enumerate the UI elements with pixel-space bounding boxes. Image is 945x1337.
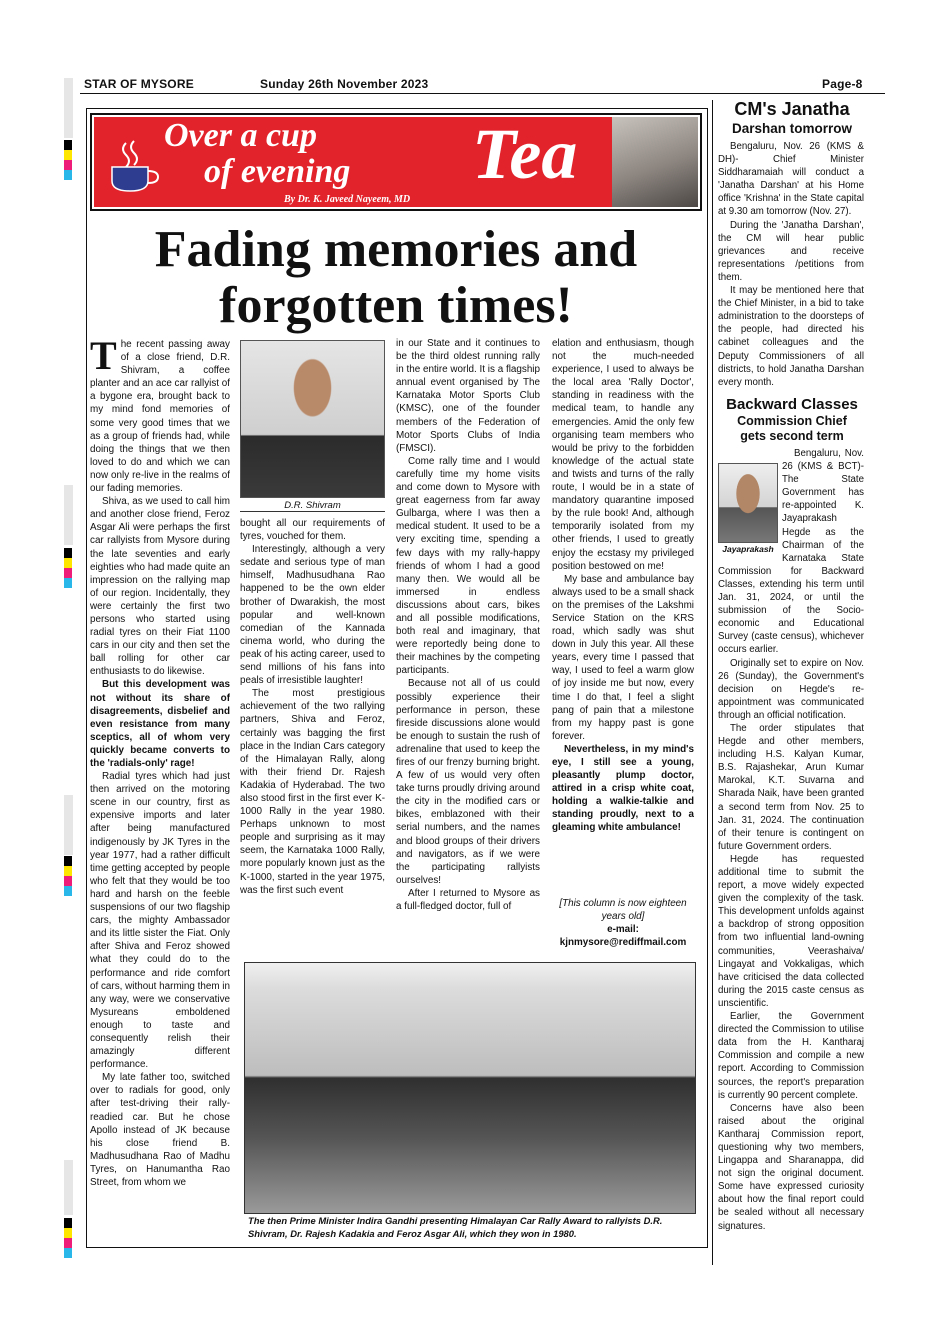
banner-title-tea: Tea (472, 114, 578, 194)
publication-name: STAR OF MYSORE (84, 77, 194, 91)
sidebar-story2-subtitle: Commission Chief gets second term (737, 414, 847, 443)
paragraph: Radial tyres which had just then arrived on the motoring scene in our country, first as expensive imports and later after being manufactured indigenously by JK Tyres in the year 1977, had a rather difficult time getting accepted by people who felt that they would be too hard and harsh on the feeble suspensions of our two flagship cars, the mighty Ambassador and its little sister the Fiat. Only after Shiva and Feroz showed what they could do to the performance and ride comfort of cars, without harming them in any way, were we conservative Mysureans emboldened enough to taste and consequently relish their amazingly different performance. (90, 771, 230, 1071)
registration-marks (64, 856, 74, 896)
article-column-3 (396, 337, 540, 957)
sidebar-divider (712, 100, 713, 1265)
sidebar-story1-body (718, 140, 864, 389)
header-rule (80, 93, 885, 94)
email-address[interactable]: kjnmysore@rediffmail.com (559, 937, 687, 948)
registration-marks (64, 1218, 74, 1258)
paragraph: But this development was not without its share of disagreements, disbelief and even resistance from many sceptics, all of whom very quickly became converts to the 'radials-only' rage! (90, 679, 230, 769)
headline-line2: forgotten times! (219, 277, 573, 334)
paragraph: Because not all of us could possibly experience their performance in person, these fireside discussions alone would be enough to sustain the rush of adrenaline that used to keep the fires of our frenzy burning bright. A few of us would very often take turns proudly driving around the city in the modified cars or bikes, emblazoned with their serial numbers, and the names and blood groups of their drivers and navigators, as if we were the participating rallyists ourselves! (396, 678, 540, 886)
banner-byline: By Dr. K. Javeed Nayeem, MD (284, 194, 411, 205)
paragraph: During the 'Janatha Darshan', the CM will hear public grievances and receive representations /petitions from them. (718, 219, 864, 283)
article-column-1 (90, 338, 230, 1250)
sidebar-story2-body (718, 447, 864, 1267)
paragraph: Bengaluru, Nov. 26 (KMS & BCT)- The State Government has re-appointed K. Jayaprakash Hegde as the Chairman of the Karnataka State Commission for Backward Classes, extending his term until Jan. 31, 2024, or until the submission of the Socio-economic and Educational Survey (caste census), whichever occurs earlier. (718, 448, 864, 656)
paragraph: The recent passing away of a close friend, D.R. Shivram, a coffee planter and an ace car rallyist of a bygone era, brought back to my mind fond memories of some very good times that we as a group of friends had, while doing the things that we then loved to do and which we can now only re-live in the realms of our fading memories. (90, 338, 230, 495)
paragraph: Bengaluru, Nov. 26 (KMS & DH)- Chief Minister Siddharamaiah will conduct a 'Janatha Darshan' at his Home office 'Krishna' in the State capital at 9.30 am tomorrow (Nov. 27). (718, 141, 864, 218)
paragraph: Come rally time and I would carefully time my home visits and come down to Mysore with great eagerness from far away Gulbarga, where I was then a medical student. It used to be a very exciting time, spending a few days with my rally-happy friends of whom I had a good many then. We would all be immersed in endless discussions about cars, bikes and all possible modifications, both real and imaginary, that were reportedly being done to their machines by the competing participants. (396, 455, 540, 677)
teacup-icon (104, 139, 166, 195)
email-label: e-mail: (607, 924, 639, 935)
paragraph: It may be mentioned here that the Chief Minister, in a bid to take administration to the doorsteps of the people, had directed his cabinet colleagues and the Deputy Commissioners of all districts, to hold Janatha Darshan every month. (718, 285, 864, 388)
article-column-4 (552, 337, 694, 897)
page-number: Page-8 (822, 77, 863, 91)
banner-title-line2: of evening (204, 153, 351, 190)
sidebar-story1-title: CM's Janatha (734, 99, 850, 119)
registration-marks (64, 548, 74, 588)
headline-line1: Fading memories and (154, 221, 638, 278)
article-column-2 (240, 517, 385, 957)
registration-bar (64, 1160, 73, 1215)
paragraph: elation and enthusiasm, though not the much-needed experience, I used to always be the local area 'Rally Doctor', standing in readiness with the medical team, to handle any emergencies. Amid the only few organising team members who would be privy to the forbidden knowledge of the actual state and twists and turns of the rally route, I would be in a state of mandatory quarantine imposed by the rule book! And, although temporarily isolated from my other friends, I used to greatly enjoy the ecstasy my privileged position bestowed on me! (552, 338, 694, 572)
award-photo (244, 962, 696, 1214)
paragraph: The order stipulates that Hegde and other members, including H.S. Kalyan Kumar, B.S. Rajashekar, Arun Kumar Marokal, K.T. Suvarna and Sharada Naik, have been granted a second term from Nov. 25 to Jan. 31, 2024. The continuation of their tenure is contingent on future Government orders. (718, 722, 864, 852)
sidebar-story2-title: Backward Classes (726, 396, 858, 413)
banner-title-line1: Over a cup (164, 117, 317, 154)
paragraph: After I returned to Mysore as a full-fledged doctor, full of (396, 887, 540, 913)
paragraph: Concerns have also been raised about the original Kantharaj Commission report, questioning why two members, Lingappa and Sharanappa, did not sign the original document. Some have expressed curiosity about how the final report could be sealed without all necessary signatures. (718, 1102, 864, 1232)
paragraph: My base and ambulance bay always used to be a small shack on the premises of the Lakshmi Service Station on the KRS road, which sadly was shut down in July this year. All these years, every time I passed that way, I used to feel a warm glow of joy inside me but now, every time I do that, I feel a slight pang of pain that a milestone from my happy past is gone forever. (552, 573, 694, 742)
photo-caption: D.R. Shivram (240, 500, 385, 512)
column-age-note: [This column is now eighteen years old] (559, 898, 687, 922)
column-banner (90, 113, 702, 211)
sidebar-story1-subtitle: Darshan tomorrow (731, 121, 853, 136)
paragraph: My late father too, switched over to radials for good, only after test-driving their rally-readied car. But he chose Apollo instead of JK because his close friend B. Madhusudhana Rao of Madhu Tyres, on Hanumantha Rao Street, from whom we (90, 1072, 230, 1188)
drop-cap: T (90, 338, 117, 378)
shivram-photo (240, 340, 385, 498)
paragraph: The most prestigious achievement of the two rallying partners, Shiva and Feroz, certainly was bagging the first place in the Indian Cars category of the Himalayan Rally, along with their friend Dr. Rajesh Kadakia of Hyderabad. The two also stood first in the first ever K-1000 Rally in the year 1980. Perhaps unknown to most people and surprising as it may seem, the Karnataka 1000 Rally, more popularly known just as the K-1000, started in the year 1975, was the first such event (240, 688, 385, 896)
registration-bar (64, 78, 73, 138)
paragraph: Nevertheless, in my mind's eye, I still see a young, pleasantly plump doctor, attired in a crisp white coat, holding a walkie-talkie and standing proudly, next to a gleaming white ambulance! (552, 743, 694, 834)
banner-red-panel (94, 114, 614, 207)
paragraph: bought all our requirements of tyres, vouched for them. (240, 518, 385, 543)
paragraph: Shiva, as we used to call him and another close friend, Feroz Asgar Ali were perhaps the first car rallyists from Mysore during the late seventies and early eighties who had made quite an impression on the rallying map of our region. Incidentally, they were certainly the first two persons who started using radial tyres on their Fiat 1100 cars in our city and then set the ball rolling for other car enthusiasts to do likewise. (90, 496, 230, 678)
paragraph: Interestingly, although a very sedate and serious type of man himself, Madhusudhana Rao happened to be the own elder brother of Dwarakish, the most popular and well-known comedian of the Kannada cinema world, who during the peak of his acting career, used to send millions of his fans into peals of irresistible laughter! (240, 544, 385, 687)
author-signoff (552, 897, 694, 949)
jayaprakash-caption: Jayaprakash (722, 544, 774, 554)
author-photo (612, 117, 698, 207)
paragraph: Originally set to expire on Nov. 26 (Sunday), the Government's decision on Hegde's re-appointment was communicated through an official notification. (718, 657, 864, 721)
publication-date: Sunday 26th November 2023 (260, 77, 429, 91)
registration-bar (64, 485, 73, 545)
award-photo-caption: The then Prime Minister Indira Gandhi presenting Himalayan Car Rally Award to rallyists D.R. Shivram, Dr. Rajesh Kadakia and Feroz Asgar Ali, which they won in 1980. (248, 1215, 663, 1239)
paragraph: Hegde has requested additional time to submit the report, a move widely expected given the complexity of the task. This development unfolds against a backdrop of strong opposition from two influential land-owning communities, Veerashaiva/ Lingayat and Vokkaligas, which have criticised the data collected during the 2015 caste census as unscientific. (718, 853, 864, 1009)
registration-bar (64, 795, 73, 855)
paragraph: Earlier, the Government directed the Commission to utilise data from the H. Kantharaj Commission and compile a new report. According to Commission sources, the report's preparation is currently 90 percent complete. (718, 1011, 864, 1101)
registration-marks (64, 140, 74, 180)
paragraph: in our State and it continues to be the third oldest running rally in the entire world. It is a flagship annual event organised by The Karnataka Motor Sports Club (KMSC), one of the founder members of the Federation of Motor Sports Clubs of India (FMSCI). (396, 338, 540, 454)
